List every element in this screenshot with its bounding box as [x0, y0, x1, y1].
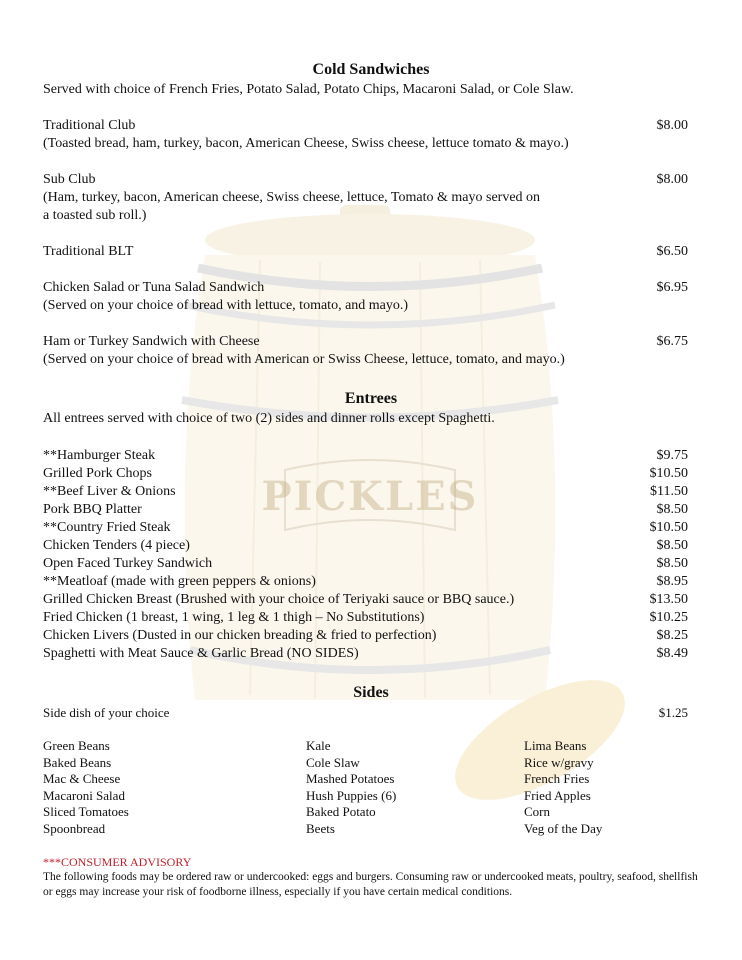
entree-item-name: **Hamburger Steak: [43, 448, 156, 463]
side-item: Green Beans: [43, 738, 110, 753]
entree-item-name: **Meatloaf (made with green peppers & onions): [43, 574, 316, 589]
entree-item-price: $8.49: [656, 646, 688, 661]
menu-item-name: Traditional Club: [43, 118, 136, 133]
menu-item-price: $6.95: [656, 280, 688, 295]
side-item: Veg of the Day: [524, 820, 603, 836]
cold-sandwiches-heading: Cold Sandwiches: [312, 61, 430, 78]
sides-intro: Side dish of your choice: [43, 705, 170, 720]
side-item: Corn: [524, 804, 550, 819]
side-item: Rice w/gravy: [524, 754, 594, 770]
menu-item-name: Ham or Turkey Sandwich with Cheese: [43, 334, 260, 349]
entree-item-name: Grilled Pork Chops: [43, 466, 152, 481]
menu-item-description: (Served on your choice of bread with lettuce, tomato, and mayo.): [43, 298, 409, 313]
entree-item-price: $11.50: [650, 484, 688, 499]
menu-item-price: $8.00: [656, 172, 688, 187]
entree-item-price: $8.50: [656, 538, 688, 553]
entree-item-price: $10.50: [649, 520, 688, 535]
consumer-advisory-text: The following foods may be ordered raw or undercooked: eggs and burgers. Consuming raw or undercooked meats, poultry, seafood, shellfish or eggs may increase your risk of foodborne illness, especially if you have certain medical conditions.: [43, 871, 698, 898]
side-item: Hush Puppies (6): [306, 787, 397, 803]
cold-sandwiches-intro: Served with choice of French Fries, Potato Salad, Potato Chips, Macaroni Salad, or Cole Slaw.: [43, 82, 574, 97]
entree-item-price: $8.50: [656, 556, 688, 571]
side-item: Mac & Cheese: [43, 771, 121, 786]
entree-item-name: Chicken Livers (Dusted in our chicken breading & fried to perfection): [43, 628, 437, 643]
entree-item-name: Chicken Tenders (4 piece): [43, 538, 190, 553]
entree-item-price: $8.25: [656, 628, 688, 643]
entree-item-price: $10.50: [649, 466, 688, 481]
side-item: Fried Apples: [524, 787, 591, 803]
side-item: French Fries: [524, 771, 590, 786]
side-item: Mashed Potatoes: [306, 771, 395, 786]
sides-price: $1.25: [658, 705, 688, 720]
pickles-watermark-text: PICKLES: [261, 473, 479, 520]
side-item: Cole Slaw: [306, 754, 360, 770]
entree-item-name: Grilled Chicken Breast (Brushed with your choice of Teriyaki sauce or BBQ sauce.): [43, 592, 515, 607]
entree-item-name: **Beef Liver & Onions: [43, 484, 176, 499]
entree-item-price: $9.75: [656, 448, 688, 463]
menu-item-price: $6.75: [656, 334, 688, 349]
side-item: Sliced Tomatoes: [43, 804, 129, 819]
side-item: Macaroni Salad: [43, 787, 125, 803]
side-item: Kale: [306, 738, 331, 753]
menu-item-description: a toasted sub roll.): [43, 208, 147, 223]
sides-heading: Sides: [353, 684, 389, 701]
entree-item-price: $8.50: [656, 502, 688, 517]
entree-item-name: Pork BBQ Platter: [43, 502, 142, 517]
entree-item-name: Open Faced Turkey Sandwich: [43, 556, 213, 571]
entrees-heading: Entrees: [344, 390, 398, 407]
entree-item-name: **Country Fried Steak: [43, 520, 171, 535]
menu-item-price: $8.00: [656, 118, 688, 133]
consumer-advisory-title: ***CONSUMER ADVISORY: [43, 855, 192, 869]
menu-item-description: (Toasted bread, ham, turkey, bacon, American Cheese, Swiss cheese, lettuce tomato & mayo.): [43, 136, 569, 151]
menu-item-description: (Ham, turkey, bacon, American cheese, Swiss cheese, lettuce, Tomato & mayo served on: [43, 190, 541, 205]
side-item: Spoonbread: [43, 820, 106, 836]
menu-item-name: Sub Club: [43, 172, 96, 187]
entree-item-price: $8.95: [656, 574, 688, 589]
entree-item-name: Spaghetti with Meat Sauce & Garlic Bread (NO SIDES): [43, 646, 359, 661]
menu-item-price: $6.50: [656, 244, 688, 259]
side-item: Lima Beans: [524, 738, 587, 753]
menu-item-name: Chicken Salad or Tuna Salad Sandwich: [43, 280, 265, 295]
entree-item-name: Fried Chicken (1 breast, 1 wing, 1 leg & 1 thigh – No Substitutions): [43, 610, 425, 625]
side-item: Beets: [306, 820, 335, 836]
menu-item-description: (Served on your choice of bread with American or Swiss Cheese, lettuce, tomato, and mayo.): [43, 352, 565, 367]
menu-item-name: Traditional BLT: [43, 244, 134, 259]
entrees-intro: All entrees served with choice of two (2) sides and dinner rolls except Spaghetti.: [43, 411, 495, 426]
side-item: Baked Beans: [43, 754, 112, 770]
entree-item-price: $10.25: [649, 610, 688, 625]
entree-item-price: $13.50: [649, 592, 688, 607]
side-item: Baked Potato: [306, 804, 376, 819]
